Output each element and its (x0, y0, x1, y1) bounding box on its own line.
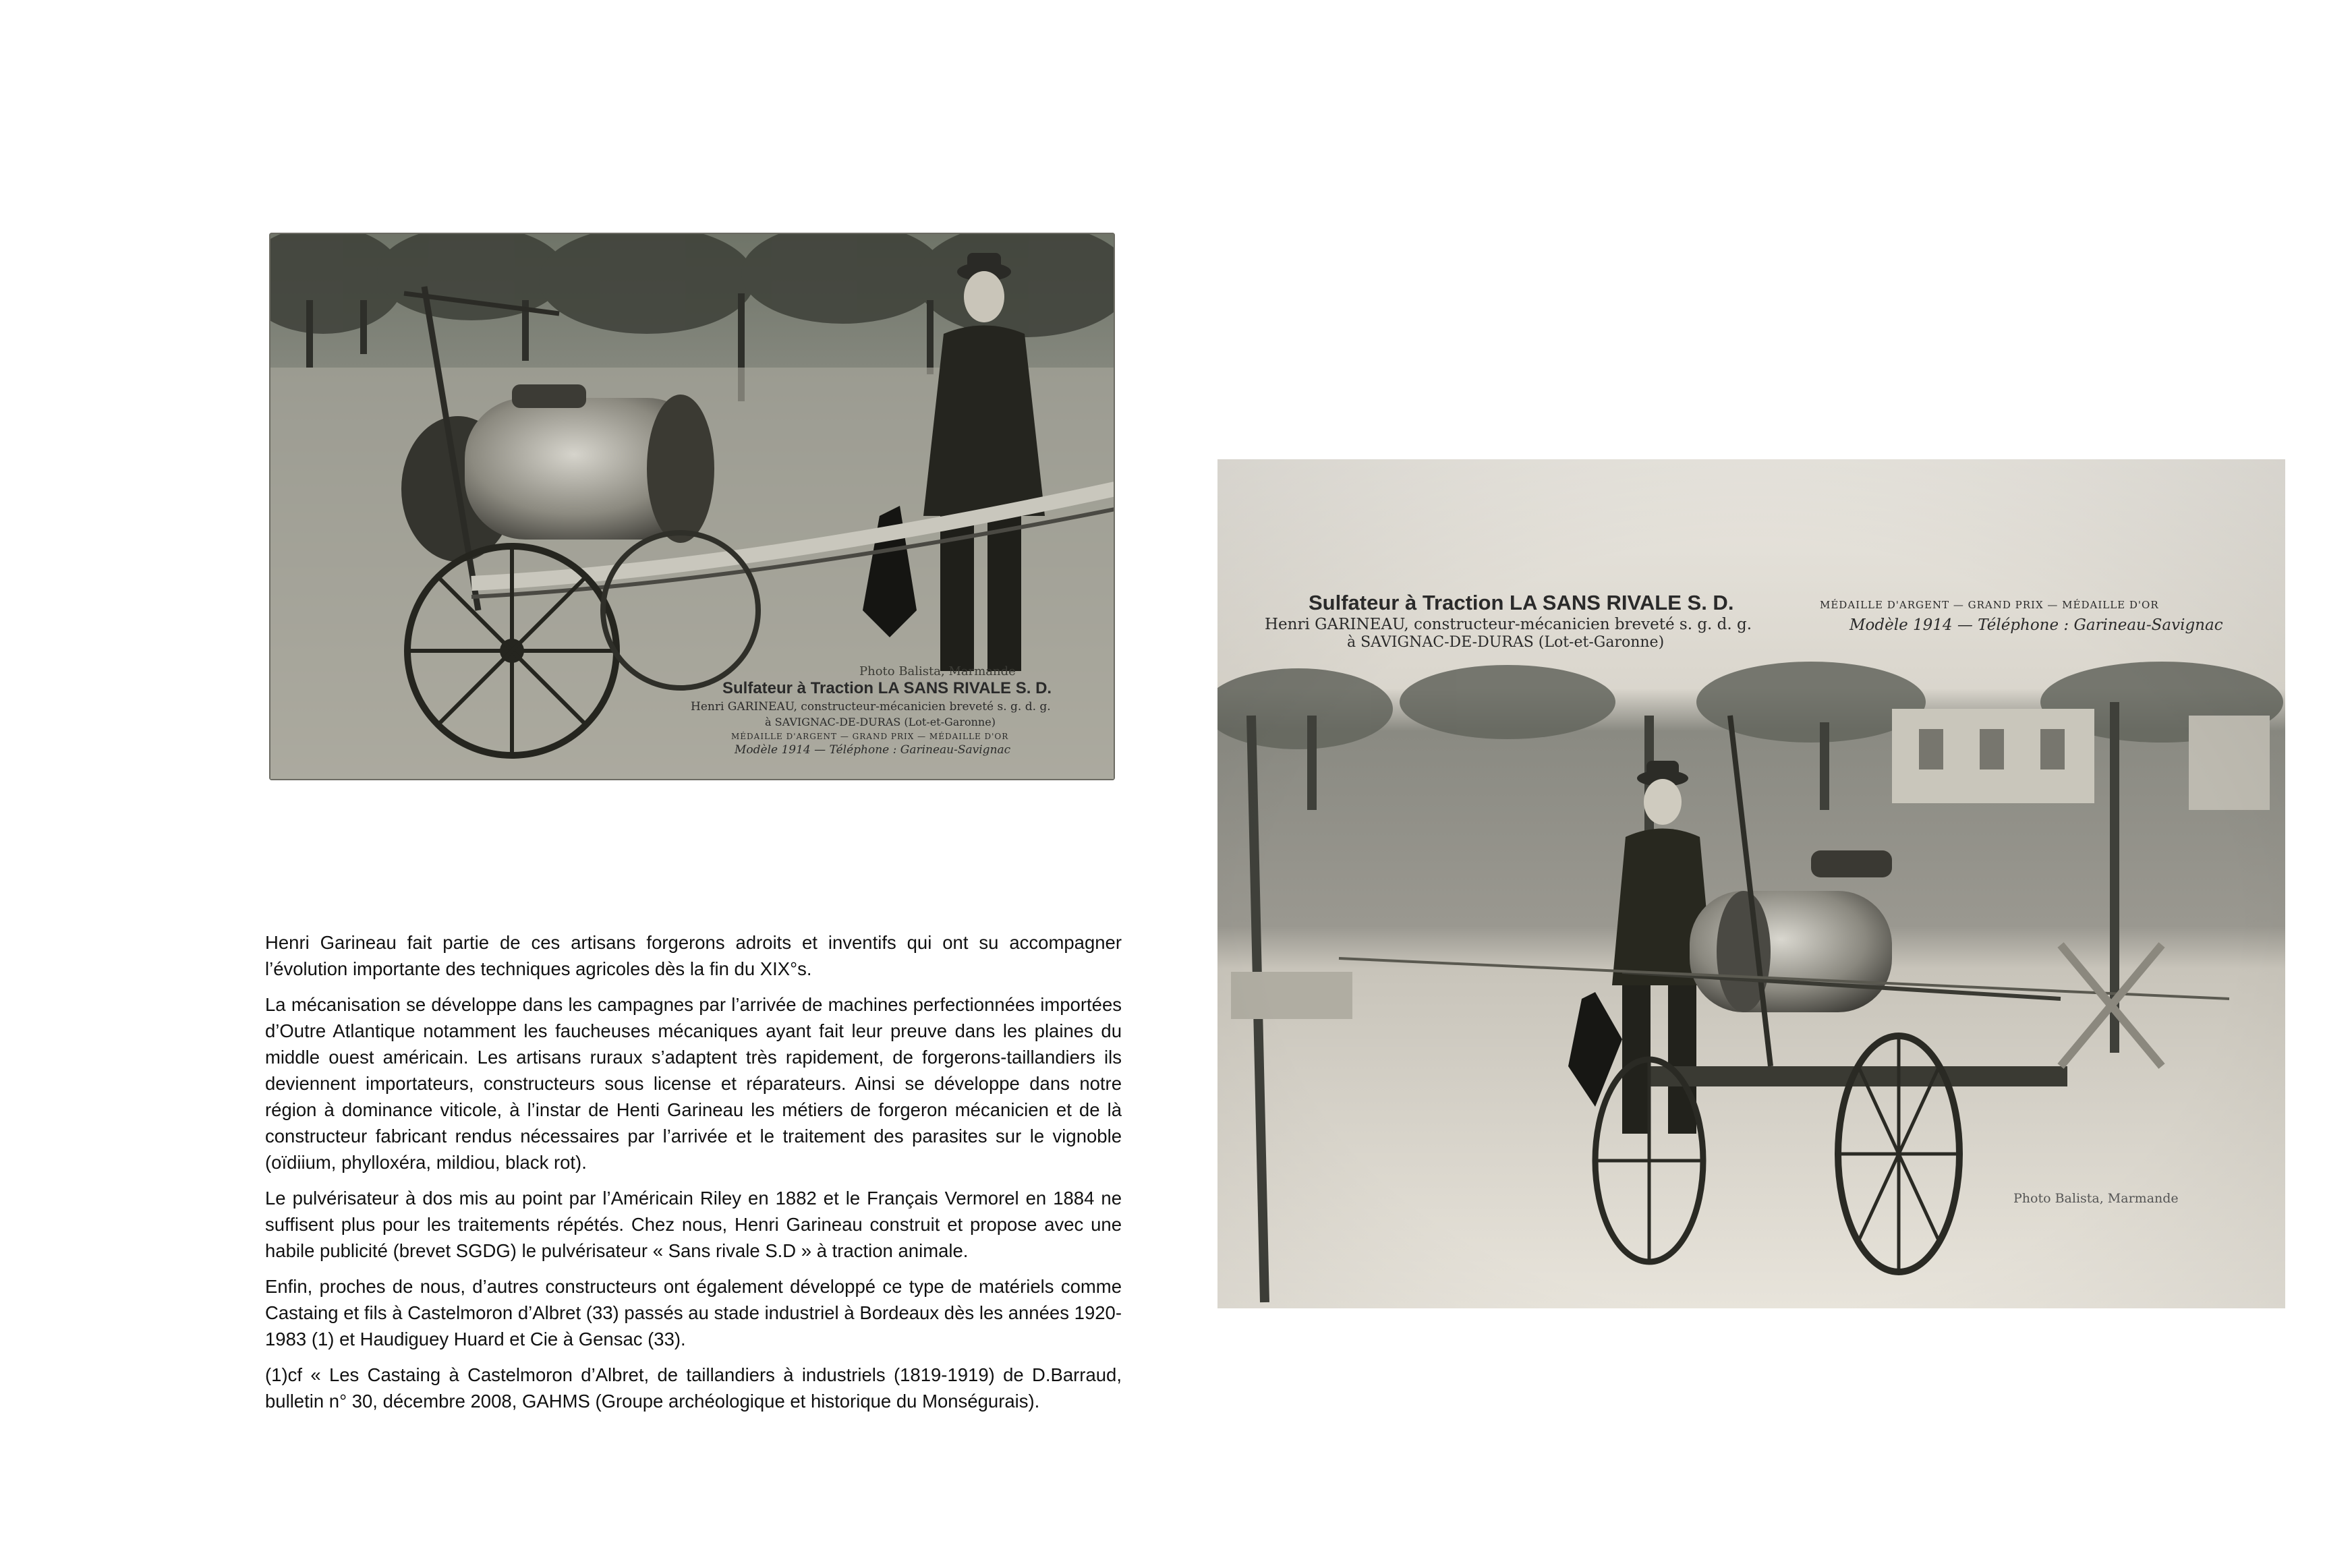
article-text (265, 929, 1122, 1424)
article-paragraph: Enfin, proches de nous, d’autres constructeurs ont également développé ce type de matériels comme Castaing et fils à Castelmoron d’Albret (33) passés au stade industriel à Bordeaux dès les années 1920-1983 (1) et Haudiguey Huard et Cie à Gensac (33). (265, 1276, 1122, 1349)
article-paragraph: La mécanisation se développe dans les campagnes par l’arrivée de machines perfectionnées importées d’Outre Atlantique notamment les faucheuses mécaniques ayant fait leur preuve dans les plaines du middle ouest américain. Les artisans ruraux s’adaptent très rapidement, de forgerons-taillandiers ils deviennent importateurs, constructeurs sous license et réparateurs. Ainsi se développe dans notre région à dominance viticole, à l’instar de Henti Garineau les métiers de forgeron mécanicien et de là constructeur fabricant rendus nécessaires par l’arrivée et le traitement des parasites sur le vignoble (oïdiium, phylloxéra, mildiou, black rot). (265, 994, 1122, 1173)
article-paragraph: Henri Garineau fait partie de ces artisans forgerons adroits et inventifs qui ont su accompagner l’évolution importante des techniques agricoles dès la fin du XIX°s. (265, 932, 1122, 979)
photo-credit-left: Photo Balista, Marmande (859, 664, 1016, 678)
maker-line-left: Henri GARINEAU, constructeur-mécanicien breveté s. g. d. g. (691, 700, 1051, 714)
address-left: à SAVIGNAC-DE-DURAS (Lot-et-Garonne) (765, 716, 996, 728)
postcard-photo-left (269, 233, 1115, 780)
awards-right: MÉDAILLE D'ARGENT — GRAND PRIX — MÉDAILLE D'OR (1820, 599, 2159, 611)
article-paragraph: Le pulvérisateur à dos mis au point par l’Américain Riley en 1882 et le Français Vermorel en 1884 ne suffisent plus pour les traitements répétés. Chez nous, Henri Garineau construit et propose avec une habile publicité (brevet SGDG) le pulvérisateur « Sans rivale S.D » à traction animale. (265, 1188, 1122, 1261)
postcard-photo-right (1217, 459, 2285, 1308)
article-footnote: (1)cf « Les Castaing à Castelmoron d’Albret, de taillandiers à industriels (1819-1919) de D.Barraud, bulletin n° 30, décembre 2008, GAHMS (Groupe archéologique et historique du Monségurais). (265, 1364, 1122, 1412)
model-line-left: Modèle 1914 — Téléphone : Garineau-Savignac (735, 743, 1011, 757)
model-line-right: Modèle 1914 — Téléphone : Garineau-Savignac (1849, 616, 2223, 634)
awards-left: MÉDAILLE D'ARGENT — GRAND PRIX — MÉDAILLE D'OR (731, 732, 1009, 741)
address-right: à SAVIGNAC-DE-DURAS (Lot-et-Garonne) (1347, 634, 1665, 651)
postcard-title-right: Sulfateur à Traction LA SANS RIVALE S. D. (1309, 591, 1734, 614)
sprayer-photo-illustration-right (1217, 459, 2285, 1308)
maker-line-right: Henri GARINEAU, constructeur-mécanicien breveté s. g. d. g. (1265, 616, 1752, 633)
photo-credit-right: Photo Balista, Marmande (2013, 1191, 2179, 1206)
postcard-title-left: Sulfateur à Traction LA SANS RIVALE S. D. (722, 679, 1052, 697)
sprayer-photo-illustration-left (269, 233, 1115, 780)
